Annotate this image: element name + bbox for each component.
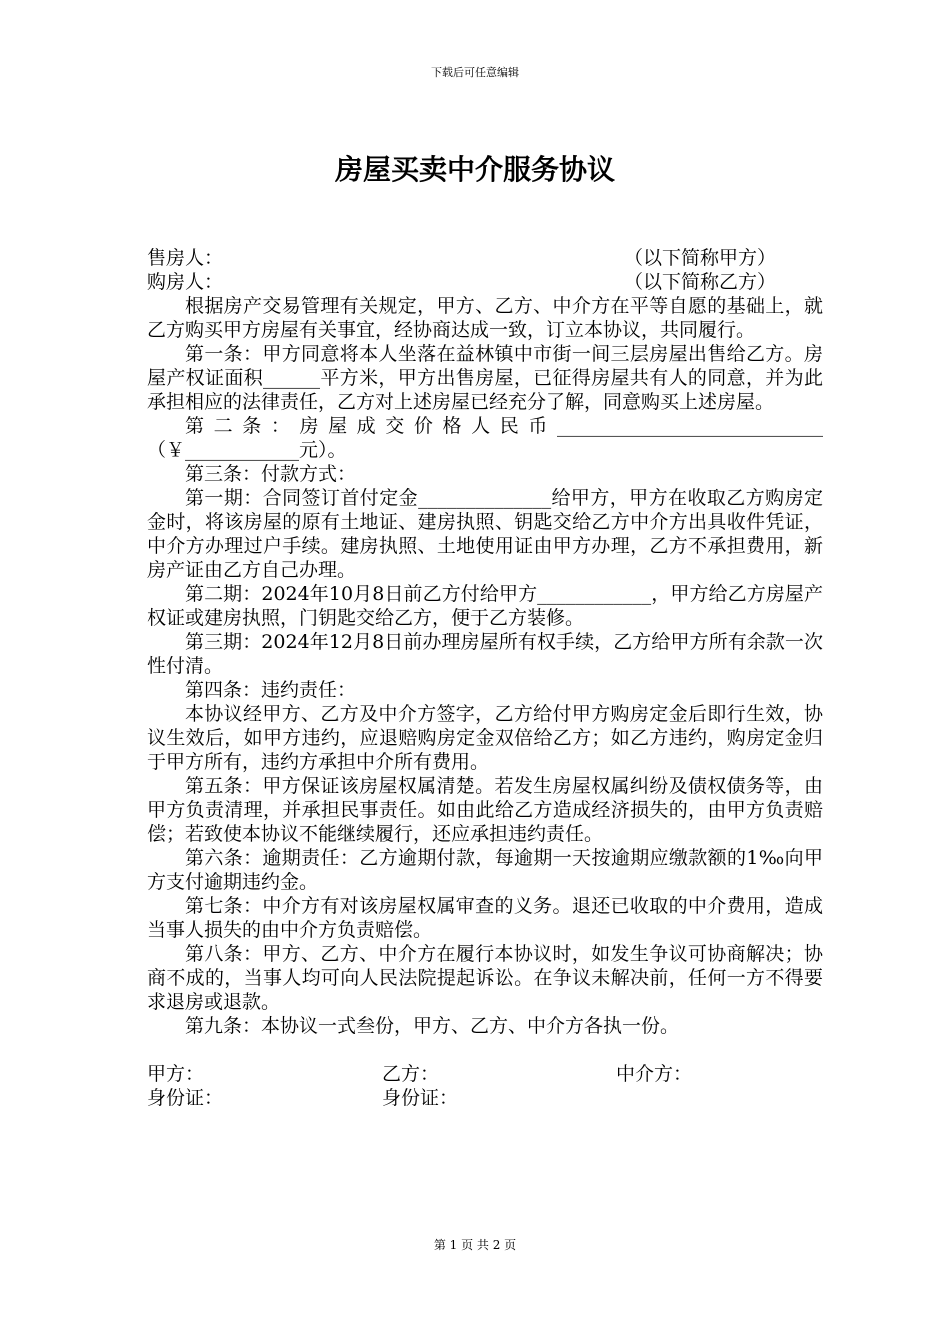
signature-row <box>147 1062 823 1086</box>
payment-phase-1: 第一期：合同签订首付定金______________给甲方，甲方在收取乙方购房定金时，将该房屋的原有土地证、建房执照、钥匙交给乙方中介方出具收件凭证，中介方办理过户手续。建房执照、土地使用证由甲方办理，乙方不承担费用，新房产证由乙方自己办理。 <box>147 487 823 581</box>
intro-paragraph: 根据房产交易管理有关规定，甲方、乙方、中介方在平等自愿的基础上，就乙方购买甲方房屋有关事宜，经协商达成一致，订立本协议，共同履行。 <box>147 295 823 341</box>
page-header-note: 下载后可任意编辑 <box>431 66 519 79</box>
clause-2-price: 第二条：房屋成交价格人民币____________________________（￥____________元）。 <box>147 415 823 461</box>
buyer-line <box>147 270 823 294</box>
party-b-id: 身份证： <box>382 1087 459 1109</box>
buyer-note: （以下简称乙方） <box>624 271 777 293</box>
signature-spacer <box>147 1038 823 1062</box>
clause-6: 第六条：逾期责任：乙方逾期付款，每逾期一天按逾期应缴款额的1‰向甲方支付逾期违约金。 <box>147 847 823 893</box>
agent-signature: 中介方： <box>616 1063 693 1085</box>
buyer-label: 购房人： <box>147 271 224 293</box>
id-row <box>147 1086 823 1110</box>
clause-7: 第七条：中介方有对该房屋权属审查的义务。退还已收取的中介费用，造成当事人损失的由中介方负责赔偿。 <box>147 895 823 941</box>
clause-8: 第八条：甲方、乙方、中介方在履行本协议时，如发生争议可协商解决；协商不成的，当事人均可向人民法院提起诉讼。在争议未解决前，任何一方不得要求退房或退款。 <box>147 943 823 1013</box>
clause-1: 第一条：甲方同意将本人坐落在益林镇中市街一间三层房屋出售给乙方。房屋产权证面积______平方米，甲方出售房屋，已征得房屋共有人的同意，并为此承担相应的法律责任，乙方对上述房屋已经充分了解，同意购买上述房屋。 <box>147 343 823 413</box>
party-a-signature: 甲方： <box>147 1063 205 1085</box>
clause-5: 第五条：甲方保证该房屋权属清楚。若发生房屋权属纠纷及债权债务等，由甲方负责清理，并承担民事责任。如由此给乙方造成经济损失的，由甲方负责赔偿；若致使本协议不能继续履行，还应承担违约责任。 <box>147 775 823 845</box>
seller-label: 售房人： <box>147 247 224 269</box>
clause-9: 第九条：本协议一式叁份，甲方、乙方、中介方各执一份。 <box>185 1015 680 1037</box>
clause-4-body: 本协议经甲方、乙方及中介方签字，乙方给付甲方购房定金后即行生效，协议生效后，如甲方违约，应退赔购房定金双倍给乙方；如乙方违约，购房定金归于甲方所有，违约方承担中介所有费用。 <box>147 703 823 773</box>
page-number: 第 1 页 共 2 页 <box>433 1238 517 1252</box>
party-a-id: 身份证： <box>147 1087 224 1109</box>
document-title: 房屋买卖中介服务协议 <box>334 153 615 186</box>
payment-phase-2: 第二期：2024年10月8日前乙方付给甲方____________，甲方给乙方房屋产权证或建房执照，门钥匙交给乙方，便于乙方装修。 <box>147 583 823 629</box>
seller-note: （以下简称甲方） <box>624 247 777 269</box>
clause-4-heading: 第四条：违约责任： <box>185 679 357 701</box>
clause-3-heading: 第三条：付款方式： <box>185 463 357 485</box>
payment-phase-3: 第三期：2024年12月8日前办理房屋所有权手续，乙方给甲方所有余款一次性付清。 <box>147 631 823 677</box>
document-body <box>147 246 823 1110</box>
seller-line <box>147 246 823 270</box>
party-b-signature: 乙方： <box>382 1063 440 1085</box>
